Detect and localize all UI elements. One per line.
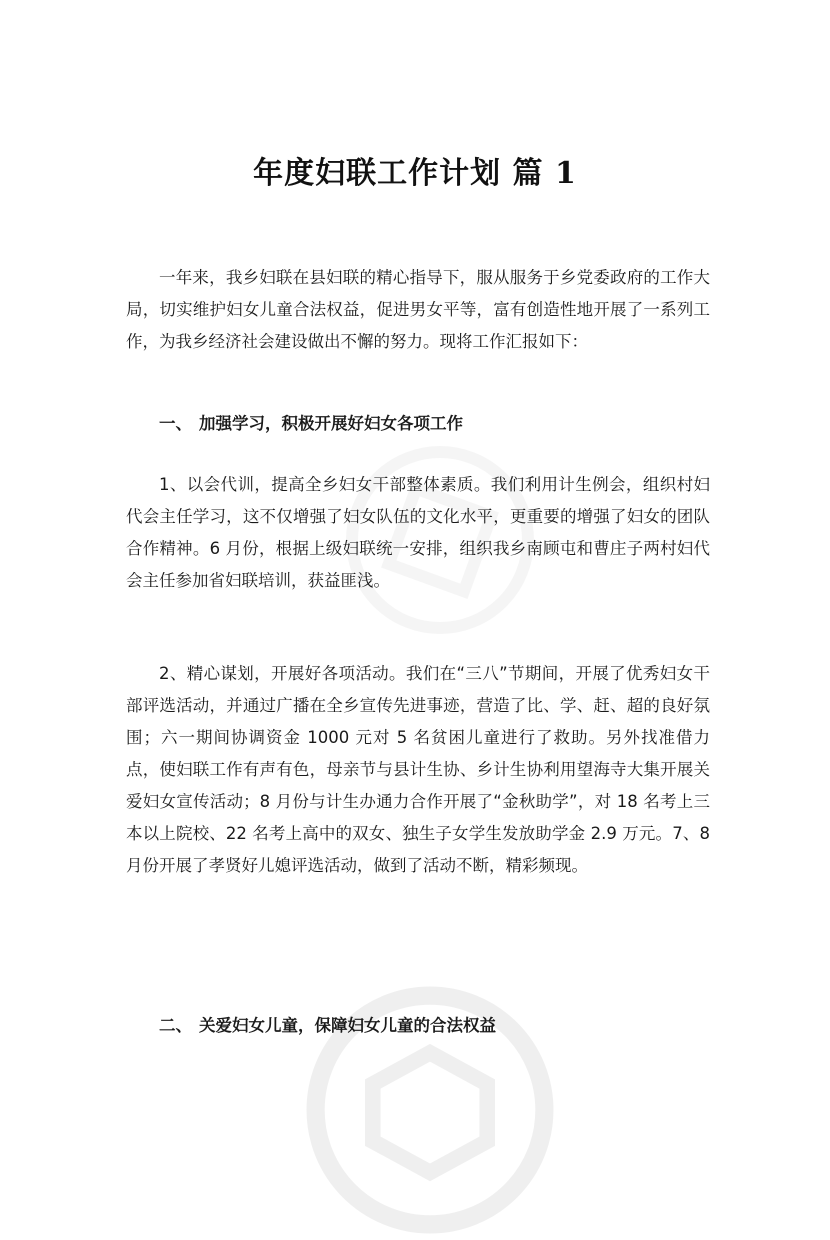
section-number-2: 二、 bbox=[159, 1016, 192, 1035]
section-heading-1-text: 加强学习，积极开展好妇女各项工作 bbox=[199, 414, 463, 433]
paragraph-item-2: 2、精心谋划，开展好各项活动。我们在“三八”节期间，开展了优秀妇女干部评选活动，并通过广播在全乡宣传先进事迹，营造了比、学、赶、超的良好氛围；六一期间协调资金 1000 元对 5 名贫困儿童进行了救助。另外找准借力点，使妇联工作有声有色，母亲节与县计生协、乡计生协利用望海寺大集开展关爱妇女宣传活动；8 月份与计生办通力合作开展了“金秋助学”，对 18 名考上三本以上院校、22 名考上高中的双女、独生子女学生发放助学金 2.9 万元。7、8 月份开展了孝贤好儿媳评选活动，做到了活动不断，精彩频现。 bbox=[126, 664, 710, 875]
paragraph-item-1: 1、以会代训，提高全乡妇女干部整体素质。我们利用计生例会，组织村妇代会主任学习，这不仅增强了妇女队伍的文化水平，更重要的增强了妇女的团队合作精神。6 月份，根据上级妇联统一安排，组织我乡南顾屯和曹庄子两村妇代会主任参加省妇联培训，获益匪浅。 bbox=[126, 475, 710, 590]
section-number-1: 一、 bbox=[159, 414, 192, 433]
section-heading-1 bbox=[126, 408, 710, 440]
page-title: 年度妇联工作计划 篇 1 bbox=[253, 156, 577, 192]
section-heading-2-text: 关爱妇女儿童，保障妇女儿童的合法权益 bbox=[199, 1016, 496, 1035]
section-heading-2 bbox=[126, 1010, 710, 1042]
intro-paragraph: 一年来，我乡妇联在县妇联的精心指导下，服从服务于乡党委政府的工作大局，切实维护妇女儿童合法权益，促进男女平等，富有创造性地开展了一系列工作，为我乡经济社会建设做出不懈的努力。现将工作汇报如下： bbox=[126, 268, 710, 351]
